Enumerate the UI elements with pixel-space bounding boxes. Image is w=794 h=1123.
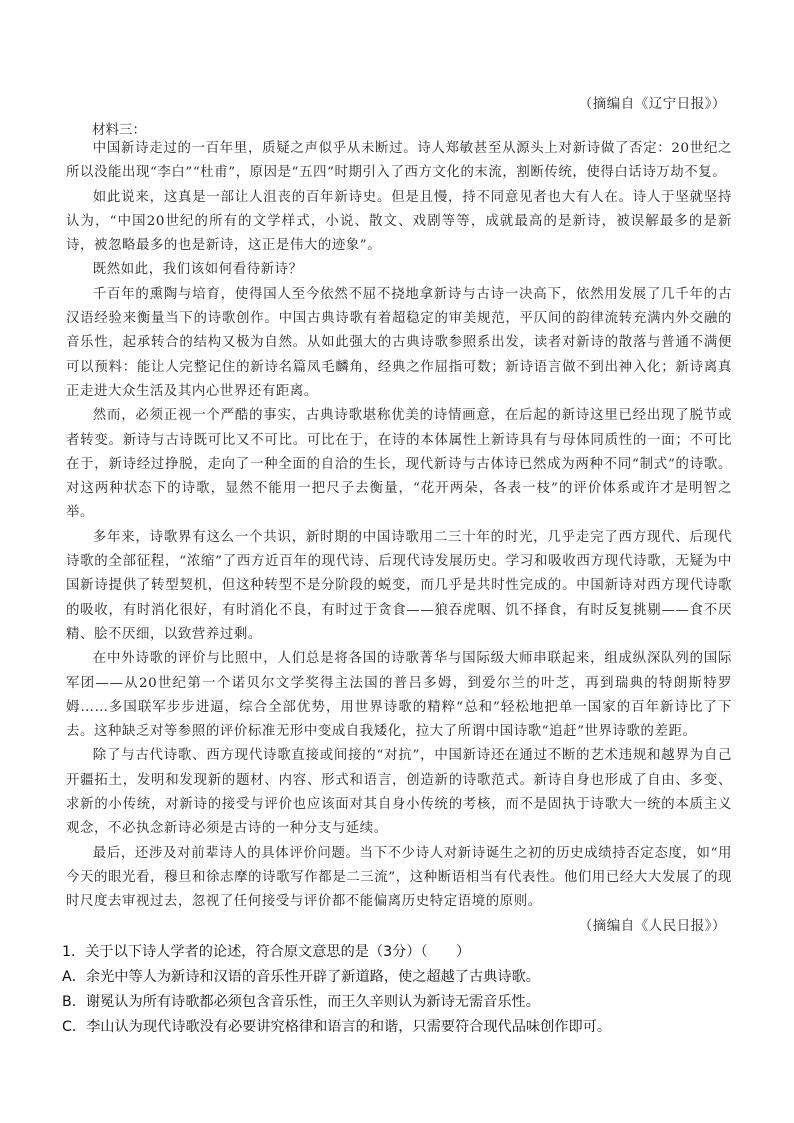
- material-three-label: 材料三：: [92, 122, 146, 138]
- option-b: B．谢冕认为所有诗歌都必须包含音乐性，而王久辛则认为新诗无需音乐性。: [62, 994, 540, 1010]
- source-citation-renmin: （摘编自《人民日报》）: [578, 918, 726, 934]
- question-1-stem: 1．关于以下诗人学者的论述，符合原文意思的是（3分）（ ）: [62, 944, 471, 960]
- paragraph-4: 千百年的熏陶与培育，使得国人至今依然不屈不挠地拿新诗与古诗一决高下，依然用发展了几千年的古汉语经验来衡量当下的诗歌创作。中国古典诗歌有着超稳定的审美规范，平仄间的韵律流转充满内外交融的音乐性，起承转合的结构又极为自然。从如此强大的古典诗歌参照系出发，读者对新诗的散落与普通不满便可以预料：能让人完整记住的新诗名篇凤毛麟角，经典之作屈指可数；新诗语言做不到出神入化；新诗离真正走进大众生活及其内心世界还有距离。: [66, 286, 732, 399]
- paragraph-6: 多年来，诗歌界有这么一个共识，新时期的中国诗歌用二三十年的时光，几乎走完了西方现代、后现代诗歌的全部征程，“浓缩”了西方近百年的现代诗、后现代诗发展历史。学习和吸收西方现代诗歌，无疑为中国新诗提供了转型契机，但这种转型不是分阶段的蜕变，而几乎是共时性完成的。中国新诗对西方现代诗歌的吸收，有时消化很好，有时消化不良，有时过于贪食——狼吞虎咽、饥不择食，有时反复挑剔——食不厌精、脍不厌细，以致营养过剩。: [66, 529, 732, 642]
- question-block: [62, 940, 732, 1040]
- option-c: C．李山认为现代诗歌没有必要讲究格律和语言的和谐，只需要符合现代品味创作即可。: [62, 1019, 612, 1035]
- paragraph-1: 中国新诗走过的一百年里，质疑之声似乎从未断过。诗人郑敏甚至从源头上对新诗做了否定：20世纪之所以没能出现“李白”“杜甫”，原因是“五四”时期引入了西方文化的末流，割断传统，使得白话诗万劫不复。: [66, 141, 732, 181]
- source-citation-liaoning: （摘编自《辽宁日报》）: [578, 96, 726, 112]
- paragraph-9: 最后，还涉及对前辈诗人的具体评价问题。当下不少诗人对新诗诞生之初的历史成绩持否定态度，如“用今天的眼光看，穆旦和徐志摩的诗歌写作都是二三流”，这种断语相当有代表性。他们用已经大大发展了的现时尺度去审视过去，忽视了任何接受与评价都不能偏离历史特定语境的原则。: [66, 845, 732, 910]
- paragraph-2: 如此说来，这真是一部让人沮丧的百年新诗史。但是且慢，持不同意见者也大有人在。诗人于坚就坚持认为，“中国20世纪的所有的文学样式，小说、散文、戏剧等等，成就最高的是新诗，被误解最多的是新诗，被忽略最多的也是新诗，这正是伟大的迹象”。: [66, 189, 732, 254]
- option-a: A．余光中等人为新诗和汉语的音乐性开辟了新道路，使之超越了古典诗歌。: [62, 969, 540, 985]
- paragraph-3: 既然如此，我们该如何看待新诗？: [92, 262, 303, 278]
- paragraph-5: 然而，必须正视一个严酷的事实，古典诗歌堪称优美的诗情画意，在后起的新诗这里已经出现了脱节或者转变。新诗与古诗既可比又不可比。可比在于，在诗的本体属性上新诗具有与母体同质性的一面；不可比在于，新诗经过挣脱，走向了一种全面的自洽的生长，现代新诗与古体诗已然成为两种不同“制式”的诗歌。对这两种状态下的诗歌，显然不能用一把尺子去衡量，“花开两朵，各表一枝”的评价体系或许才是明智之举。: [66, 408, 732, 521]
- material-three-body: [66, 137, 732, 915]
- paragraph-8: 除了与古代诗歌、西方现代诗歌直接或间接的“对抗”，中国新诗还在通过不断的艺术违规和越界为自己开疆拓土，发明和发现新的题材、内容、形式和语言，创造新的诗歌范式。新诗自身也形成了自由、多变、求新的小传统，对新诗的接受与评价也应该面对其自身小传统的考核，而不是固执于诗歌大一统的本质主义观念，不必执念新诗必须是古诗的一种分支与延续。: [66, 748, 732, 837]
- paragraph-7: 在中外诗歌的评价与比照中，人们总是将各国的诗歌菁华与国际级大师串联起来，组成纵深队列的国际军团——从20世纪第一个诺贝尔文学奖得主法国的普吕多姆，到爱尔兰的叶芝，再到瑞典的特朗斯特罗姆……多国联军步步进逼，综合全部优势，用世界诗歌的精粹“总和”轻松地把单一国家的百年新诗比了下去。这种缺乏对等参照的评价标准无形中变成自我矮化，拉大了所谓中国诗歌“追赶”世界诗歌的差距。: [66, 651, 732, 740]
